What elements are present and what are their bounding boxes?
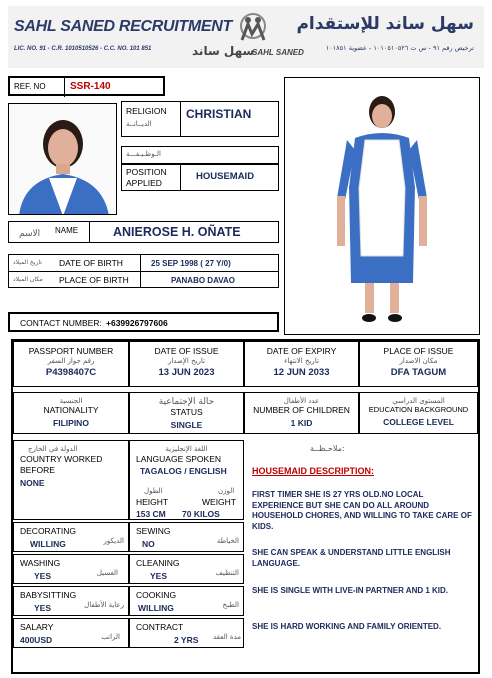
license-en: LIC. NO. 91 - C.R. 1010510526 - C.C. NO. 101 851 [14,46,152,52]
contract-cell: CONTRACT مدة العقد 2 YRS [129,618,244,648]
position-ar-row [121,146,279,164]
nationality-value: FILIPINO [53,418,89,428]
decorating-value: WILLING [30,539,66,549]
religion-label: RELIGION [126,106,167,116]
country-worked-cell: الدولة في الخارج COUNTRY WORKED BEFORE NONE [13,440,129,520]
children-cell: عدد الأطفال NUMBER OF CHILDREN 1 KID [244,392,359,434]
passport-number-value: P4398407C [45,367,97,378]
country-worked-value: NONE [20,478,45,488]
cooking-cell: COOKING الطبخ WILLING [129,586,244,616]
full-body-person-icon [285,78,480,335]
ref-label: REF. NO [14,82,46,91]
nationality-cell: الجنسية NATIONALITY FILIPINO [13,392,129,434]
company-name-ar: سهل ساند للإستقدام [296,14,474,34]
pob-label-ar: مكان الميلاد [13,276,43,283]
ref-value: SSR-140 [70,81,111,92]
description-p2: SHE CAN SPEAK & UNDERSTAND LITTLE ENGLISH LANGUAGE. [252,548,451,568]
language-value: TAGALOG / ENGLISH [140,466,227,476]
logo-text-en: SAHL SANED [252,48,304,57]
position-value: HOUSEMAID [196,171,255,182]
contact-value: +639926797606 [106,318,168,328]
logo-text-ar: سهل ساند [192,44,255,58]
notes-label-ar: ملاحـظــة: [310,444,345,453]
description-p3: SHE IS SINGLE WITH LIVE-IN PARTNER AND 1 KID. [252,586,449,595]
washing-value: YES [34,571,52,581]
decorating-cell: DECORATING الديكور WILLING [13,522,129,552]
name-label-ar: الاسم [19,229,41,239]
contact-label: CONTACT NUMBER: [20,318,102,328]
name-value: ANIEROSE H. OÑATE [113,225,241,239]
license-ar: ترخيص رقم ٩١ - س ت ١٠١٠٥١٠٥٢٦ - عضوية ١٠١٨٥١ [325,44,474,52]
weight-value: 70 KILOS [182,509,220,519]
cleaning-value: YES [150,571,168,581]
passport-number-cell: PASSPORT NUMBER رقم جواز السفر P4398407C [13,341,129,387]
issue-date-value: 13 JUN 2023 [158,367,215,378]
children-value: 1 KID [290,418,313,428]
ref-box [8,76,165,96]
education-cell: المستوى الدراسي EDUCATION BACKGROUND COLLEGE LEVEL [359,392,478,434]
pob-label: PLACE OF BIRTH [59,275,129,285]
status-value: SINGLE [170,420,203,430]
babysitting-value: YES [34,603,52,613]
cleaning-cell: CLEANING التنظيف YES [129,554,244,584]
washing-cell: WASHING الغسيل YES [13,554,129,584]
salary-cell: SALARY الراتب 400USD [13,618,129,648]
height-value: 153 CM [136,509,166,519]
full-body-photo [284,77,480,335]
religion-label-ar: الديــانــة [126,120,152,128]
status-cell: حالة الإجتماعية STATUS SINGLE [129,392,244,434]
description-p1: FIRST TIMER SHE IS 27 YRS OLD.NO LOCAL EXPERIENCE BUT SHE CAN DO ALL AROUND HOUSEHOLD CHORES, AND WILLING TO TAKE CARE OF KIDS. [252,490,472,531]
cooking-value: WILLING [138,603,174,613]
header-banner [8,6,484,68]
name-label: NAME [55,226,79,235]
place-of-issue-value: DFA TAGUM [390,367,447,378]
issue-date-cell: DATE OF ISSUE تاريخ الإصدار 13 JUN 2023 [129,341,244,387]
position-row [121,164,279,191]
name-row [8,221,279,243]
description-title: HOUSEMAID DESCRIPTION: [252,466,375,476]
expiry-date-cell: DATE OF EXPIRY تاريخ الانتهاء 12 JUN 2033 [244,341,359,387]
dob-label-ar: تاريخ الميلاد [13,259,42,266]
contract-value: 2 YRS [174,635,199,645]
education-value: COLLEGE LEVEL [383,417,454,427]
expiry-date-value: 12 JUN 2033 [273,367,330,378]
dob-value: 25 SEP 1998 ( 27 Y/0) [151,259,231,268]
religion-row [121,101,279,137]
place-of-issue-cell: PLACE OF ISSUE مكان الاصدار DFA TAGUM [359,341,478,387]
portrait-person-icon [9,104,117,215]
portrait-photo [8,103,117,215]
sewing-value: NO [142,539,155,549]
company-name-en: SAHL SANED RECRUITMENT [14,18,233,35]
contact-row [8,312,279,332]
description-p4: SHE IS HARD WORKING AND FAMILY ORIENTED. [252,622,442,631]
pob-value: PANABO DAVAO [171,276,235,285]
babysitting-cell: BABYSITTING رعاية الأطفال YES [13,586,129,616]
sewing-cell: SEWING الخياطة NO [129,522,244,552]
description-panel [248,440,476,670]
birth-table [8,254,279,288]
position-label: POSITION APPLIED [126,167,167,188]
language-cell: اللغة الإنجليزية LANGUAGE SPOKEN TAGALOG / ENGLISH الطول HEIGHT الوزن WEIGHT 153 CM 70 KILOS [129,440,244,520]
position-label-ar: الـوظـيـفـــة [126,150,161,158]
salary-value: 400USD [20,635,53,645]
religion-value: CHRISTIAN [186,107,252,121]
logo-figures-icon [228,12,278,46]
dob-label: DATE OF BIRTH [59,258,123,268]
